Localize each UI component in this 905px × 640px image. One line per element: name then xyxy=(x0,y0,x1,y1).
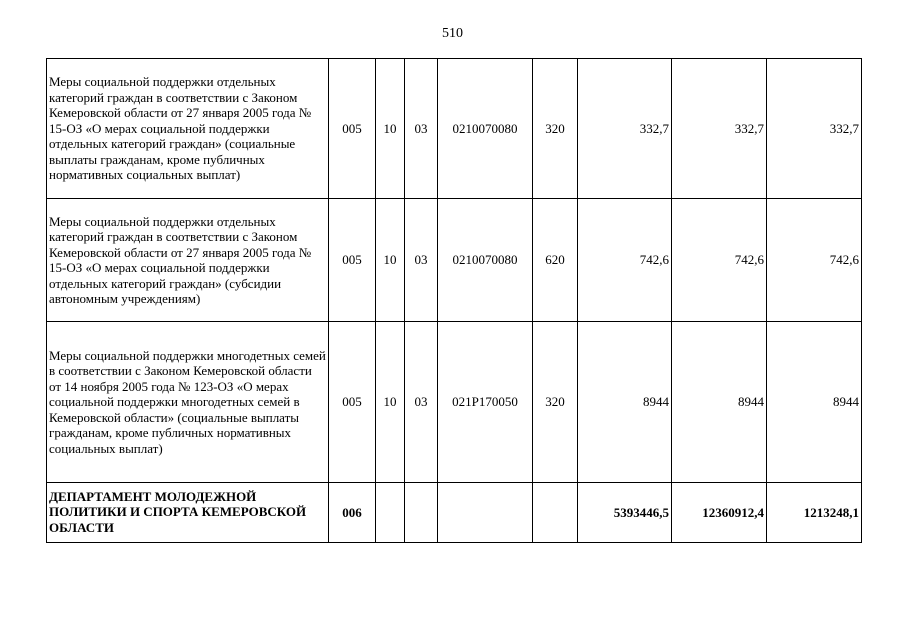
amount-year2-cell: 742,6 xyxy=(672,199,767,322)
expense-type-cell: 620 xyxy=(533,199,578,322)
expense-name-cell: Меры социальной поддержки отдельных категорий граждан в соответствии с Законом Кемеровской области от 27 января 2005 года № 15-ОЗ «О мерах социальной поддержки отдельных категорий граждан» (социальные выплаты гражданам, кроме публичных нормативных социальных выплат) xyxy=(47,59,329,199)
amount-year3-cell: 742,6 xyxy=(767,199,862,322)
subsection-code-cell: 03 xyxy=(405,322,438,483)
amount-year2-cell: 332,7 xyxy=(672,59,767,199)
amount-year2-cell: 8944 xyxy=(672,322,767,483)
amount-year1-cell: 8944 xyxy=(578,322,672,483)
amount-year3-cell: 332,7 xyxy=(767,59,862,199)
expense-type-cell xyxy=(533,483,578,543)
amount-year3-cell: 8944 xyxy=(767,322,862,483)
table-row xyxy=(47,483,862,543)
section-code-cell: 10 xyxy=(376,59,405,199)
section-code-cell xyxy=(376,483,405,543)
expense-type-cell: 320 xyxy=(533,59,578,199)
subsection-code-cell xyxy=(405,483,438,543)
target-article-cell xyxy=(438,483,533,543)
table-row xyxy=(47,59,862,199)
section-code-cell: 10 xyxy=(376,322,405,483)
expense-name-cell: Меры социальной поддержки многодетных семей в соответствии с Законом Кемеровской области от 14 ноября 2005 года № 123-ОЗ «О мерах социальной поддержки многодетных семей в Кемеровской области» (социальные выплаты гражданам, кроме публичных нормативных социальных выплат) xyxy=(47,322,329,483)
budget-table xyxy=(46,58,862,543)
amount-year1-cell: 5393446,5 xyxy=(578,483,672,543)
table-row xyxy=(47,322,862,483)
subsection-code-cell: 03 xyxy=(405,199,438,322)
target-article-cell: 0210070080 xyxy=(438,199,533,322)
page-number: 510 xyxy=(442,26,463,41)
table-row xyxy=(47,199,862,322)
amount-year1-cell: 742,6 xyxy=(578,199,672,322)
ministry-code-cell: 005 xyxy=(329,59,376,199)
expense-type-cell: 320 xyxy=(533,322,578,483)
ministry-code-cell: 005 xyxy=(329,322,376,483)
subsection-code-cell: 03 xyxy=(405,59,438,199)
target-article-cell: 0210070080 xyxy=(438,59,533,199)
ministry-code-cell: 006 xyxy=(329,483,376,543)
department-name-cell: ДЕПАРТАМЕНТ МОЛОДЕЖНОЙ ПОЛИТИКИ И СПОРТА КЕМЕРОВСКОЙ ОБЛАСТИ xyxy=(47,483,329,543)
section-code-cell: 10 xyxy=(376,199,405,322)
amount-year3-cell: 1213248,1 xyxy=(767,483,862,543)
ministry-code-cell: 005 xyxy=(329,199,376,322)
amount-year2-cell: 12360912,4 xyxy=(672,483,767,543)
target-article-cell: 021Р170050 xyxy=(438,322,533,483)
amount-year1-cell: 332,7 xyxy=(578,59,672,199)
expense-name-cell: Меры социальной поддержки отдельных категорий граждан в соответствии с Законом Кемеровской области от 27 января 2005 года № 15-ОЗ «О мерах социальной поддержки отдельных категорий граждан» (субсидии автономным учреждениям) xyxy=(47,199,329,322)
